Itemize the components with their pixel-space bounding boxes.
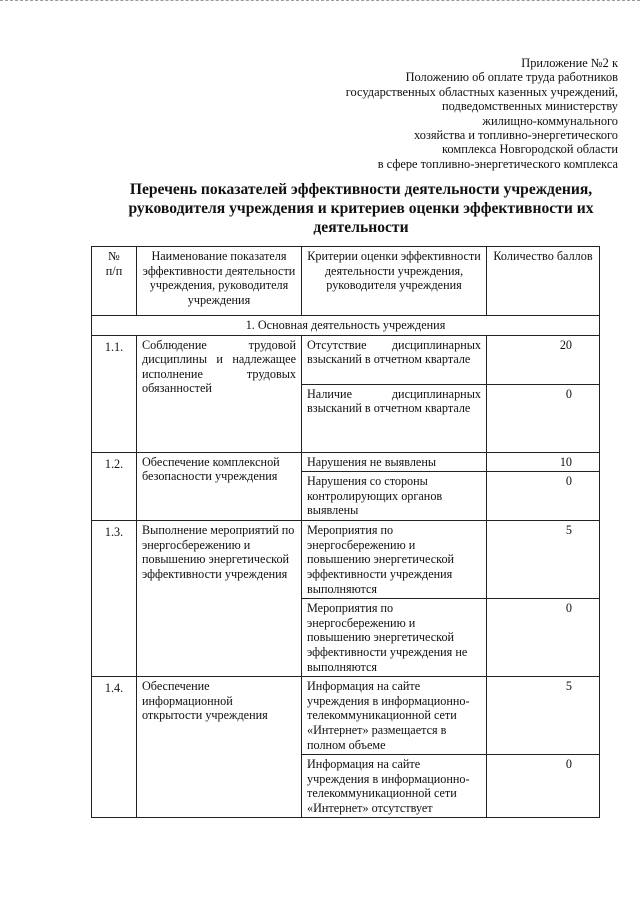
header-criteria: Критерии оценки эффективности деятельности учреждения, руководителя учреждения [302, 247, 487, 316]
points-cell [487, 384, 600, 452]
table-row [92, 452, 600, 472]
appendix-line: комплекса Новгородской области [442, 142, 618, 157]
points-cell [487, 599, 600, 677]
table-header [92, 247, 600, 316]
indicator-cell: Соблюдение трудовой дисциплины и надлежащее исполнение трудовых обязанностей [137, 335, 302, 452]
points-cell [487, 472, 600, 521]
table-row [92, 335, 600, 384]
appendix-line: в сфере топливно-энергетического комплекса [377, 156, 618, 171]
points-value: 5 [565, 679, 572, 694]
points-value: 0 [565, 601, 572, 616]
points-cell [487, 335, 600, 384]
points-value: 5 [565, 523, 572, 538]
section-row [92, 316, 600, 336]
points-value: 10 [559, 454, 572, 469]
header-num: № п/п [92, 247, 137, 316]
scan-edge [0, 0, 640, 5]
table-row [92, 677, 600, 755]
appendix-line: Приложение №2 к [521, 56, 618, 70]
criterion-cell: Нарушения не выявлены [302, 452, 487, 472]
row-number: 1.4. [92, 677, 137, 818]
points-value: 0 [565, 386, 572, 401]
appendix-line: Положению об оплате труда работников [405, 70, 618, 85]
criterion-cell: Мероприятия по энергосбережению и повышению энергетической эффективности учреждения выполняются [302, 521, 487, 599]
indicator-cell: Выполнение мероприятий по энергосбережению и повышению энергетической эффективности учреждения [137, 521, 302, 677]
points-cell [487, 452, 600, 472]
appendix-line: подведомственных министерству [442, 99, 618, 114]
points-value: 0 [565, 474, 572, 489]
points-cell [487, 755, 600, 818]
indicator-cell: Обеспечение комплексной безопасности учреждения [137, 452, 302, 521]
criterion-cell: Мероприятия по энергосбережению и повышению энергетической эффективности учреждения не выполняются [302, 599, 487, 677]
points-cell [487, 521, 600, 599]
title-line: деятельности [313, 219, 409, 236]
row-number: 1.2. [92, 452, 137, 521]
appendix-note [298, 56, 618, 171]
appendix-line: государственных областных казенных учреждений, [345, 84, 618, 99]
points-value: 20 [559, 337, 572, 352]
indicators-table [91, 246, 600, 818]
section-title: 1. Основная деятельность учреждения [92, 316, 600, 336]
appendix-line: жилищно-коммунального [482, 113, 618, 128]
appendix-line: хозяйства и топливно-энергетического [414, 128, 618, 143]
row-number: 1.1. [92, 335, 137, 452]
header-points: Количество баллов [487, 247, 600, 316]
criterion-cell: Отсутствие дисциплинарных взысканий в отчетном квартале [302, 335, 487, 384]
criterion-cell: Наличие дисциплинарных взысканий в отчетном квартале [302, 384, 487, 452]
criterion-cell: Информация на сайте учреждения в информационно-телекоммуникационной сети «Интернет» размещается в полном объеме [302, 677, 487, 755]
indicator-cell: Обеспечение информационной открытости учреждения [137, 677, 302, 818]
criterion-cell: Информация на сайте учреждения в информационно-телекоммуникационной сети «Интернет» отсутствует [302, 755, 487, 818]
row-number: 1.3. [92, 521, 137, 677]
header-indicator: Наименование показателя эффективности деятельности учреждения, руководителя учреждения [137, 247, 302, 316]
points-value: 0 [565, 757, 572, 772]
table-row [92, 521, 600, 599]
title-line: руководителя учреждения и критериев оценки эффективности их [128, 200, 594, 217]
document-title [118, 180, 604, 237]
criterion-cell: Нарушения со стороны контролирующих органов выявлены [302, 472, 487, 521]
points-cell [487, 677, 600, 755]
title-line: Перечень показателей эффективности деятельности учреждения, [129, 181, 593, 198]
